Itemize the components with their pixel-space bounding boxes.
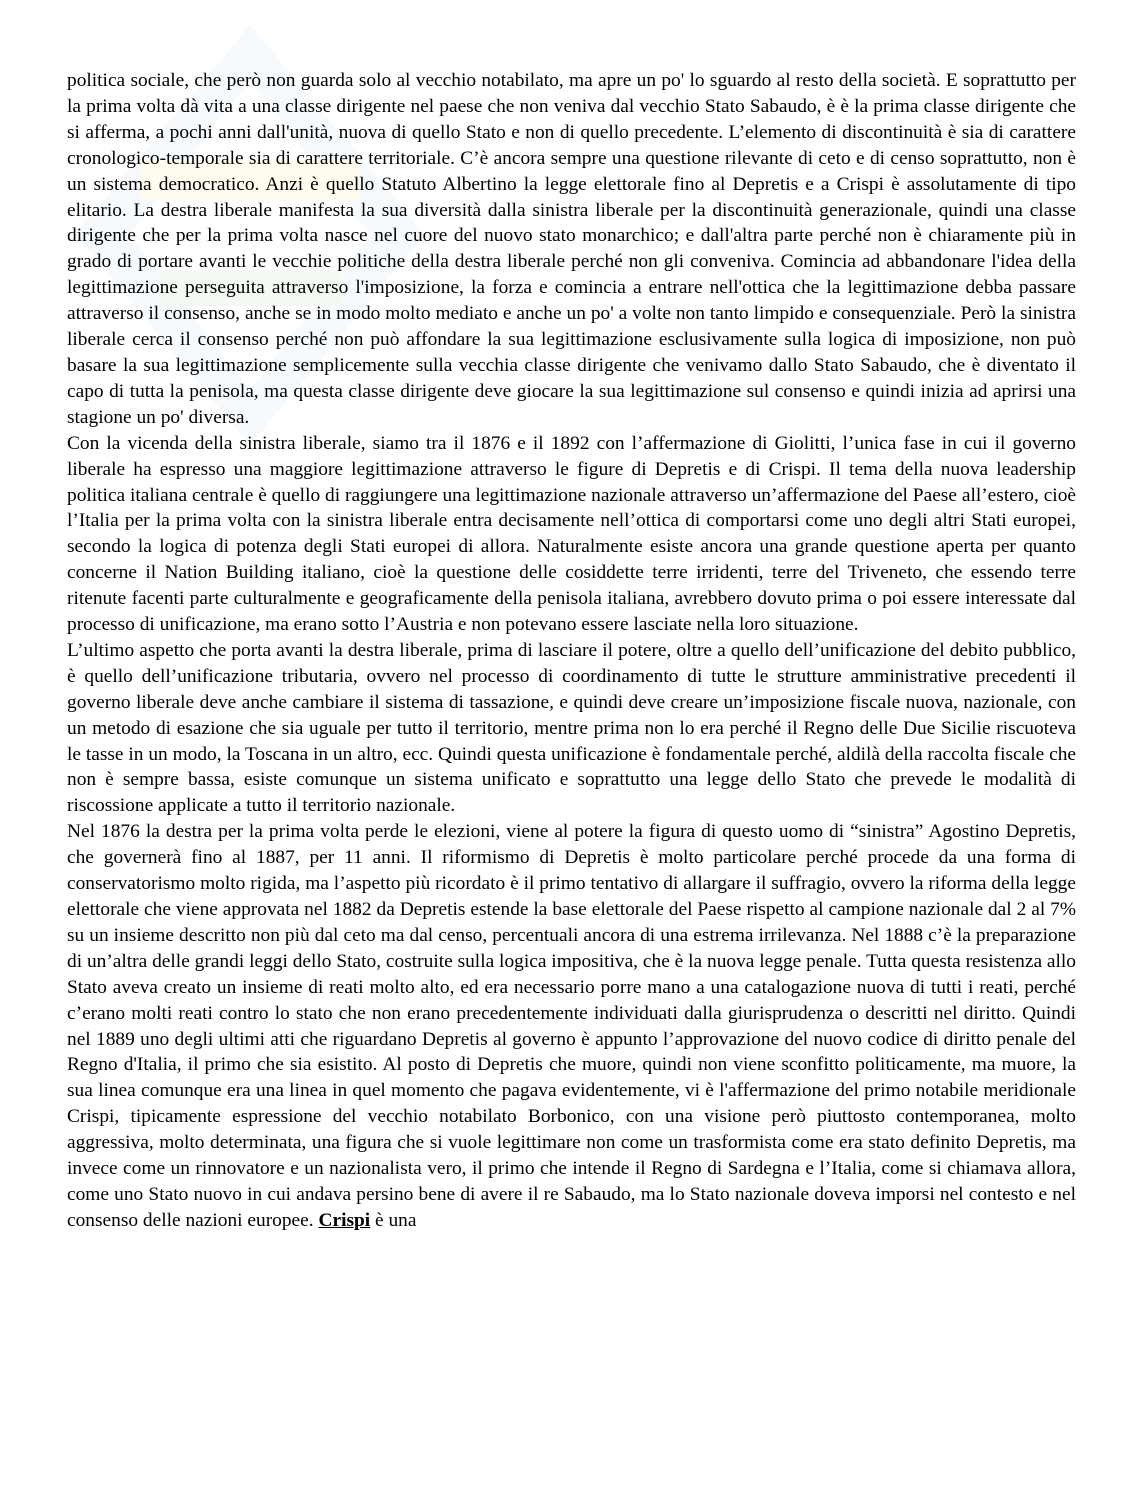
paragraph-4-tail: è una	[370, 1209, 417, 1231]
paragraph-4	[67, 819, 1076, 1234]
paragraph-1: politica sociale, che però non guarda solo al vecchio notabilato, ma apre un po' lo sguardo al resto della società. E soprattutto per la prima volta dà vita a una classe dirigente nel paese che non veniva dal vecchio Stato Sabaudo, è è la prima classe dirigente che si afferma, a pochi anni dall'unità, nuova di quello Stato e non di quello precedente. L’elemento di discontinuità è sia di carattere cronologico-temporale sia di carattere territoriale. C’è ancora sempre una questione rilevante di ceto e di censo soprattutto, non è un sistema democratico. Anzi è quello Statuto Albertino la legge elettorale fino al Depretis e a Crispi è assolutamente di tipo elitario. La destra liberale manifesta la sua diversità dalla sinistra liberale per la discontinuità generazionale, quindi una classe dirigente che per la prima volta nasce nel cuore del nuovo stato monarchico; e dall'altra parte perché non è chiaramente più in grado di portare avanti le vecchie politiche della destra liberale perché non gli conveniva. Comincia ad abbandonare l'idea della legittimazione perseguita attraverso l'imposizione, la forza e comincia a entrare nell'ottica che la legittimazione debba passare attraverso il consenso, anche se in modo molto mediato e anche un po' a volte non tanto limpido e consequenziale. Però la sinistra liberale cerca il consenso perché non può affondare la sua legittimazione esclusivamente sulla logica di imposizione, non può basare la sua legittimazione semplicemente sulla vecchia classe dirigente che venivamo dallo Stato Sabaudo, che è diventato il capo di tutta la penisola, ma questa classe dirigente deve giocare la sua legittimazione sul consenso e quindi inizia ad aprirsi una stagione un po' diversa.	[67, 70, 1076, 428]
paragraph-4-text: Nel 1876 la destra per la prima volta perde le elezioni, viene al potere la figura di questo uomo di “sinistra” Agostino Depretis, che governerà fino al 1887, per 11 anni. Il riformismo di Depretis è molto particolare perché procede da una forma di conservatorismo molto rigida, ma l’aspetto più ricordato è il primo tentativo di allargare il suffragio, ovvero la riforma della legge elettorale che viene approvata nel 1882 da Depretis estende la base elettorale del Paese rispetto al campione nazionale dal 2 al 7% su un insieme descritto non più dal ceto ma dal censo, percentuali ancora di una estrema irrilevanza. Nel 1888 c’è la preparazione di un’altra delle grandi leggi dello Stato, costruite sulla logica impositiva, che è la nuova legge penale. Tutta questa resistenza allo Stato aveva creato un insieme di reati molto alto, ed era necessario porre mano a una catalogazione nuova di tutti i reati, perché c’erano molti reati contro lo stato che non erano precedentemente individuati dalla giurisprudenza o descritti nel diritto. Quindi nel 1889 uno degli ultimi atti che riguardano Depretis al governo è appunto l’approvazione del nuovo codice di diritto penale del Regno d'Italia, il primo che sia esistito. Al posto di Depretis che muore, quindi non viene sconfitto politicamente, ma muore, la sua linea comunque era una linea in quel momento che pagava evidentemente, vi è l'affermazione del primo notabile meridionale Crispi, tipicamente espressione del vecchio notabilato Borbonico, con una visione però piuttosto contemporanea, molto aggressiva, molto determinata, una figura che si vuole legittimare non come un trasformista come era stato definito Depretis, ma invece come un rinnovatore e un nazionalista vero, il primo che intende il Regno di Sardegna e l’Italia, come si chiamava allora, come uno Stato nuovo in cui andava persino bene di avere il re Sabaudo, ma lo Stato nazionale doveva imporsi nel contesto e nel consenso delle nazioni europee.	[67, 821, 1076, 1231]
crispi-link[interactable]: Crispi	[318, 1209, 371, 1231]
paragraph-3: L’ultimo aspetto che porta avanti la destra liberale, prima di lasciare il potere, oltre a quello dell’unificazione del debito pubblico, è quello dell’unificazione tributaria, ovvero nel processo di coordinamento di tutte le strutture amministrative precedenti il governo liberale deve anche cambiare il sistema di tassazione, e quindi deve creare un’imposizione fiscale nuova, nazionale, con un metodo di esazione che sia uguale per tutto il territorio, mentre prima non lo era perché il Regno delle Due Sicilie riscuoteva le tasse in un modo, la Toscana in un altro, ecc. Quindi questa unificazione è fondamentale perché, aldilà della raccolta fiscale che non è sempre bassa, esiste comunque un sistema unificato e soprattutto una legge dello Stato che prevede le modalità di riscossione applicate a tutto il territorio nazionale.	[67, 639, 1076, 817]
document-body	[67, 68, 1076, 1234]
paragraph-2: Con la vicenda della sinistra liberale, siamo tra il 1876 e il 1892 con l’affermazione di Giolitti, l’unica fase in cui il governo liberale ha espresso una maggiore legittimazione attraverso le figure di Depretis e di Crispi. Il tema della nuova leadership politica italiana centrale è quello di raggiungere una legittimazione nazionale attraverso un’affermazione del Paese all’estero, cioè l’Italia per la prima volta con la sinistra liberale entra decisamente nell’ottica di comportarsi come uno degli altri Stati europei, secondo la logica di potenza degli Stati europei di allora. Naturalmente esiste ancora una grande questione aperta per quanto concerne il Nation Building italiano, cioè la questione delle cosiddette terre irridenti, terre del Triveneto, che essendo terre ritenute facenti parte culturalmente e geograficamente della penisola italiana, avrebbero dovuto prima o poi essere interessate dal processo di unificazione, ma erano sotto l’Austria e non potevano essere lasciate nella loro situazione.	[67, 432, 1076, 636]
